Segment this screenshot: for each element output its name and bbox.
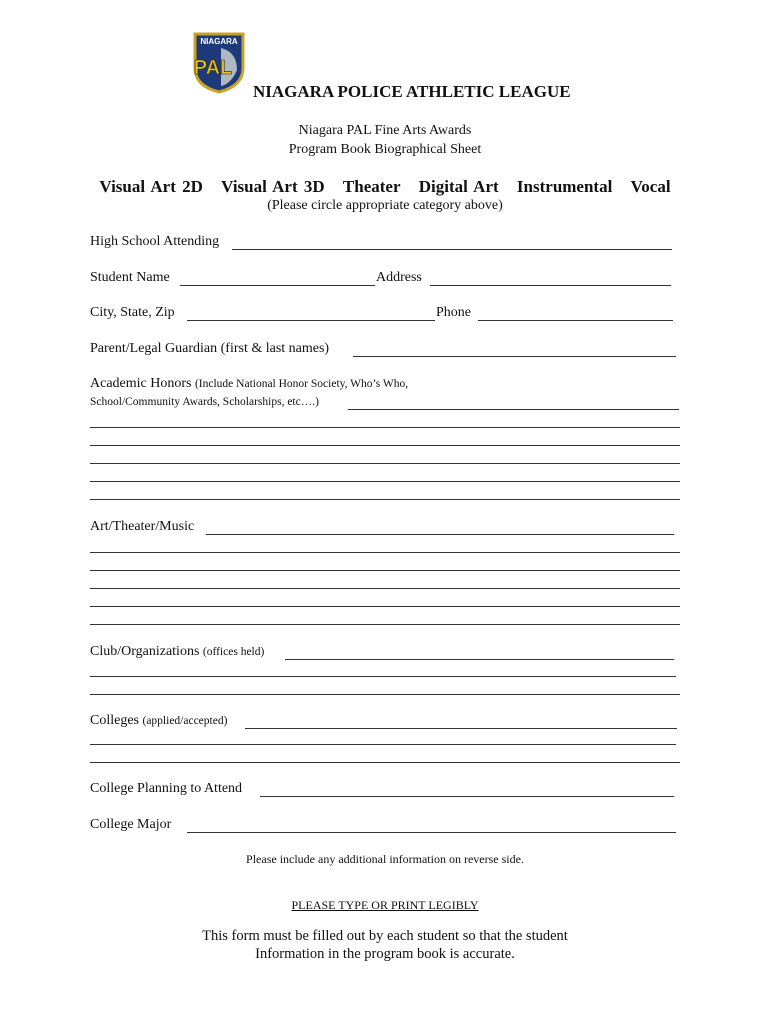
reverse-note: Please include any additional information on reverse side. <box>246 852 524 866</box>
honors-line-1[interactable] <box>90 427 680 428</box>
print-legibly-text: PLEASE TYPE OR PRINT LEGIBLY <box>291 898 479 912</box>
honors-hint-2: School/Community Awards, Scholarships, etc….) <box>90 396 319 408</box>
honors-line-3[interactable] <box>90 463 680 464</box>
awards-line: Niagara PAL Fine Arts Awards <box>298 123 472 138</box>
category-note: (Please circle appropriate category above) <box>267 198 503 213</box>
high-school-field[interactable] <box>232 249 672 250</box>
honors-hint: (Include National Honor Society, Who’s Who, <box>194 378 409 390</box>
badge-icon <box>191 30 247 94</box>
guardian-label: Parent/Legal Guardian (first & last names) <box>90 341 330 356</box>
niagara-pal-logo <box>191 30 247 94</box>
art-line-3[interactable] <box>90 588 680 589</box>
category-vocal[interactable]: Vocal <box>630 177 671 196</box>
student-name-field[interactable] <box>180 285 375 286</box>
category-visual-art-3d[interactable]: Visual Art 3D <box>221 177 325 196</box>
category-visual-art-2d[interactable]: Visual Art 2D <box>99 177 203 196</box>
colleges-line-2[interactable] <box>90 762 680 763</box>
student-name-label: Student Name <box>90 270 170 285</box>
guardian-field[interactable] <box>353 356 676 357</box>
colleges-title: Colleges <box>90 713 139 728</box>
high-school-label: High School Attending <box>90 234 220 249</box>
honors-label <box>90 376 408 392</box>
address-label: Address <box>376 270 422 285</box>
colleges-hint: (applied/accepted) <box>142 715 228 727</box>
category-list <box>0 177 770 197</box>
honors-line-4[interactable] <box>90 481 680 482</box>
art-field[interactable] <box>206 534 674 535</box>
footer-line-2: Information in the program book is accurate. <box>255 946 515 962</box>
honors-line-2[interactable] <box>90 445 680 446</box>
city-label: City, State, Zip <box>90 305 175 320</box>
art-label: Art/Theater/Music <box>90 519 195 534</box>
college-plan-field[interactable] <box>260 796 674 797</box>
print-legibly-note <box>0 896 770 914</box>
clubs-label <box>90 644 264 660</box>
logo-top-text: NIAGARA <box>200 37 238 46</box>
category-digital-art[interactable]: Digital Art <box>418 177 499 196</box>
clubs-line-1[interactable] <box>90 676 676 677</box>
category-instrumental[interactable]: Instrumental <box>516 177 613 196</box>
honors-field[interactable] <box>348 409 679 410</box>
phone-field[interactable] <box>478 320 673 321</box>
honors-line-5[interactable] <box>90 499 680 500</box>
art-line-2[interactable] <box>90 570 680 571</box>
college-plan-label: College Planning to Attend <box>90 781 243 796</box>
org-title: NIAGARA POLICE ATHLETIC LEAGUE <box>253 82 571 101</box>
clubs-field[interactable] <box>285 659 674 660</box>
address-field[interactable] <box>430 285 671 286</box>
art-line-4[interactable] <box>90 606 680 607</box>
clubs-hint: (offices held) <box>202 646 265 658</box>
honors-title: Academic Honors <box>90 376 192 391</box>
city-field[interactable] <box>187 320 435 321</box>
art-line-5[interactable] <box>90 624 680 625</box>
college-major-field[interactable] <box>187 832 676 833</box>
footer-line-1: This form must be filled out by each student so that the student <box>202 928 568 944</box>
sheet-title: Program Book Biographical Sheet <box>288 142 482 157</box>
colleges-line-1[interactable] <box>90 744 676 745</box>
colleges-field[interactable] <box>245 728 677 729</box>
phone-label: Phone <box>436 305 471 320</box>
clubs-title: Club/Organizations <box>90 644 200 659</box>
colleges-label <box>90 713 227 729</box>
art-line-1[interactable] <box>90 552 680 553</box>
logo-letters: PAL <box>193 57 233 79</box>
clubs-line-2[interactable] <box>90 694 680 695</box>
category-theater[interactable]: Theater <box>342 177 401 196</box>
college-major-label: College Major <box>90 817 172 832</box>
